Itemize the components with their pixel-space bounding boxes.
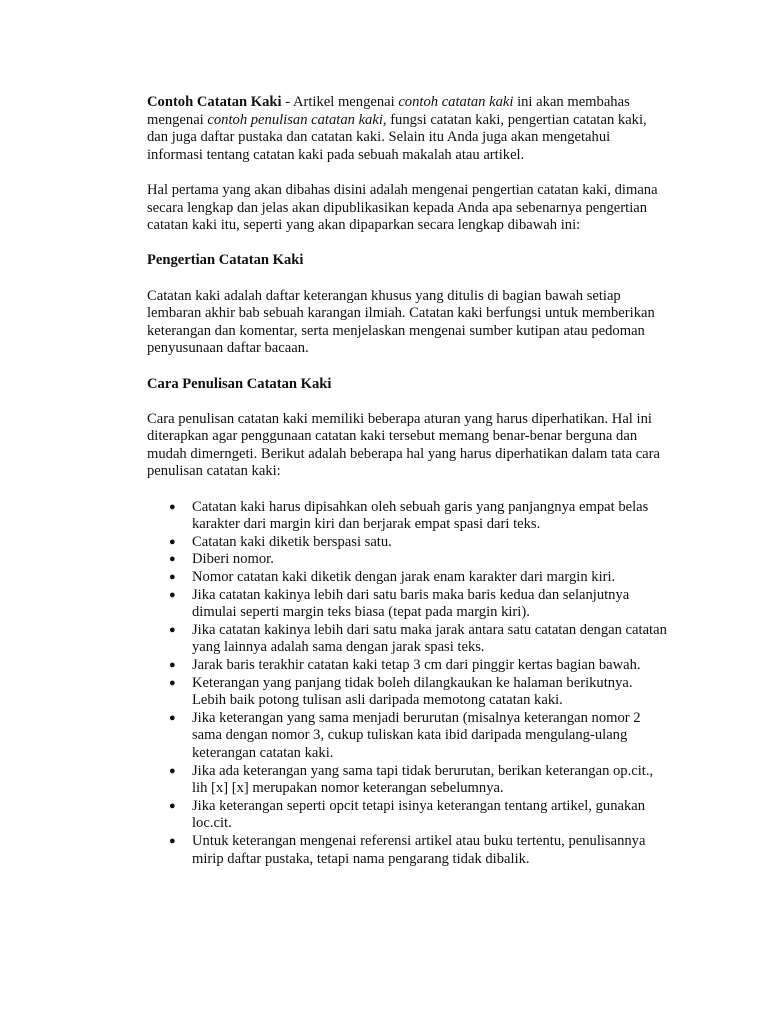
bullet-icon: ●	[169, 764, 176, 777]
list-item	[147, 763, 667, 798]
heading-cara-penulisan: Cara Penulisan Catatan Kaki	[147, 375, 332, 392]
bullet-icon: ●	[169, 711, 176, 724]
list-item-text: Jika keterangan seperti opcit tetapi isinya keterangan tentang artikel, gunakan loc.cit.	[192, 797, 646, 832]
list-item	[147, 587, 667, 622]
list-item-text: Jika keterangan yang sama menjadi berurutan (misalnya keterangan nomor 2 sama dengan nomor 3, cukup tuliskan kata ibid daripada mengulang-ulang keterangan catatan kaki.	[192, 709, 641, 761]
list-item	[147, 622, 667, 657]
paragraph-2: Hal pertama yang akan dibahas disini adalah mengenai pengertian catatan kaki, dimana secara lengkap dan jelas akan dipublikasikan kepada Anda apa sebenarnya pengertian catatan kaki itu, seperti yang akan dipaparkan secara lengkap dibawah ini:	[147, 181, 658, 234]
intro-title: Contoh Catatan Kaki	[147, 94, 282, 110]
bullet-icon: ●	[169, 799, 176, 812]
bullet-icon: ●	[169, 834, 176, 847]
list-item	[147, 675, 667, 710]
list-item	[147, 657, 667, 675]
list-item-text: Keterangan yang panjang tidak boleh dilangkaukan ke halaman berikutnya. Lebih baik potong tulisan asli daripada memotong catatan kaki.	[192, 674, 633, 709]
bullet-icon: ●	[169, 571, 176, 584]
list-item	[147, 534, 667, 552]
paragraph-pengertian: Catatan kaki adalah daftar keterangan khusus yang ditulis di bagian bawah setiap lembaran akhir bab sebuah karangan ilmiah. Catatan kaki berfungsi untuk memberikan keterangan dan komentar, serta menjelaskan mengenai sumber kutipan atau pedoman penyusunaan daftar bacaan.	[147, 287, 655, 357]
heading-pengertian: Pengertian Catatan Kaki	[147, 252, 304, 269]
list-item-text: Catatan kaki diketik berspasi satu.	[192, 533, 392, 550]
list-item-text: Untuk keterangan mengenai referensi artikel atau buku tertentu, penulisannya mirip daftar pustaka, tetapi nama pengarang tidak dibalik.	[192, 832, 646, 867]
list-item	[147, 798, 667, 833]
list-item-text: Diberi nomor.	[192, 551, 274, 568]
intro-text-1: - Artikel mengenai	[281, 94, 399, 110]
list-item-text: Jika catatan kakinya lebih dari satu maka jarak antara satu catatan dengan catatan yang lainnya adalah sama dengan jarak spasi teks.	[192, 621, 667, 656]
rules-list	[147, 499, 667, 868]
intro-italic-1: contoh catatan kaki	[398, 94, 514, 110]
spacer	[147, 481, 667, 499]
bullet-icon: ●	[169, 535, 176, 548]
list-item	[147, 551, 667, 569]
list-item-text: Jika catatan kakinya lebih dari satu baris maka baris kedua dan selanjutnya dimulai seperti margin teks biasa (tepat pada margin kiri).	[192, 586, 630, 621]
list-item-text: Jarak baris terakhir catatan kaki tetap 3 cm dari pinggir kertas bagian bawah.	[192, 657, 641, 673]
bullet-icon: ●	[169, 588, 176, 601]
bullet-icon: ●	[169, 553, 176, 566]
bullet-icon: ●	[169, 623, 176, 636]
list-item-text: Catatan kaki harus dipisahkan oleh sebuah garis yang panjangnya empat belas karakter dari margin kiri dan berjarak empat spasi dari teks.	[192, 498, 649, 533]
intro-italic-2: contoh penulisan catatan kaki	[207, 111, 383, 128]
bullet-icon: ●	[169, 500, 176, 513]
paragraph-cara-penulisan: Cara penulisan catatan kaki memiliki beberapa aturan yang harus diperhatikan. Hal ini diterapkan agar penggunaan catatan kaki tersebut memang benar-benar berguna dan mudah dimerngeti. Berikut adalah beberapa hal yang harus diperhatikan dalam tata cara penulisan catatan kaki:	[147, 410, 660, 480]
intro-text-2: ini akan membahas mengenai	[147, 94, 630, 128]
list-item-text: Jika ada keterangan yang sama tapi tidak berurutan, berikan keterangan op.cit., lih [x] [x] merupakan nomor keterangan sebelumnya.	[192, 762, 654, 797]
intro-text-3: , fungsi catatan kaki, pengertian catatan kaki, dan juga daftar pustaka dan catatan kaki. Selain itu Anda juga akan mengetahui informasi tentang catatan kaki pada sebuah makalah atau artikel.	[147, 111, 647, 163]
list-item	[147, 710, 667, 763]
document-page	[147, 94, 667, 868]
intro-paragraph	[147, 94, 667, 164]
bullet-icon: ●	[169, 676, 176, 689]
bullet-icon: ●	[169, 659, 176, 671]
list-item-text: Nomor catatan kaki diketik dengan jarak enam karakter dari margin kiri.	[192, 569, 616, 586]
list-item	[147, 833, 667, 868]
list-item	[147, 499, 667, 534]
list-item	[147, 569, 667, 587]
